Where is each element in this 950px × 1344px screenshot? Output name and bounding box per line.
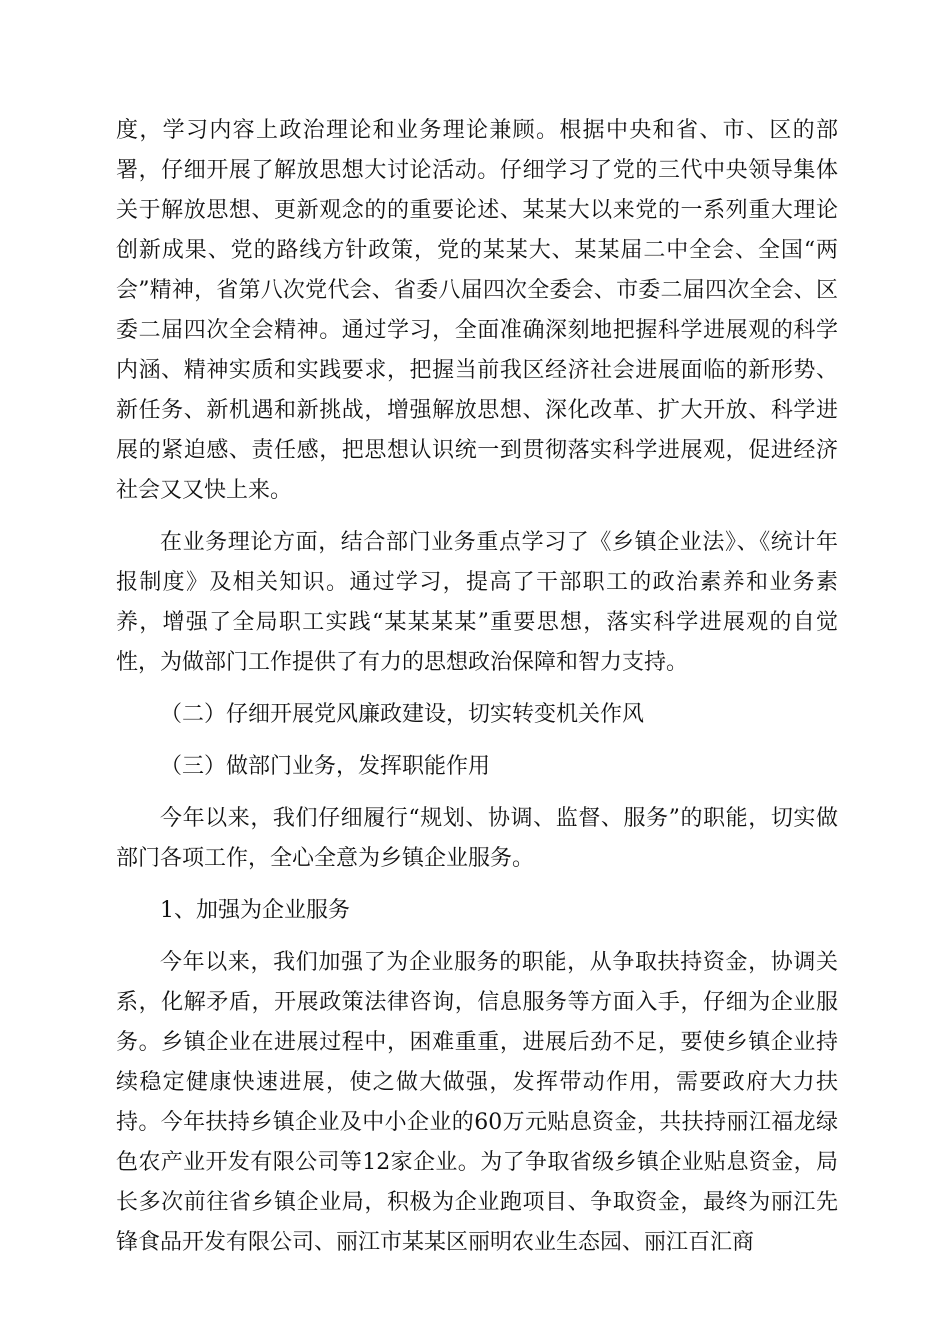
heading-enterprise-service: 1、加强为企业服务 (160, 898, 350, 923)
paragraph-study-content: 度，学习内容上政治理论和业务理论兼顾。根据中央和省、市、区的部署，仔细开展了解放思想大讨论活动。仔细学习了党的三代中央领导集体关于解放思想、更新观念的的重要论述、某某大以来党的一系列重大理论创新成果、党的路线方针政策，党的某某大、某某届二中全会、全国“两会”精神，省第八次党代会、省委八届四次全委会、市委二届四次全会、区委二届四次全会精神。通过学习，全面准确深刻地把握科学进展观的科学内涵、精神实质和实践要求，把握当前我区经济社会进展面临的新形势、新任务、新机遇和新挑战，增强解放思想、深化改革、扩大开放、科学进展的紧迫感、责任感，把思想认识统一到贯彻落实科学进展观，促进经济社会又又快上来。 (116, 118, 838, 503)
heading-department-business: （三）做部门业务，发挥职能作用 (160, 754, 491, 779)
paragraph-business-theory: 在业务理论方面，结合部门业务重点学习了《乡镇企业法》、《统计年报制度》及相关知识。通过学习，提高了干部职工的政治素养和业务素养，增强了全局职工实践“某某某某”重要思想，落实科学进展观的自觉性，为做部门工作提供了有力的思想政治保障和智力支持。 (116, 530, 838, 675)
paragraph-enterprise-service: 今年以来，我们加强了为企业服务的职能，从争取扶持资金，协调关系，化解矛盾，开展政策法律咨询，信息服务等方面入手，仔细为企业服务。乡镇企业在进展过程中，困难重重，进展后劲不足，要使乡镇企业持续稳定健康快速进展，使之做大做强，发挥带动作用，需要政府大力扶持。今年扶持乡镇企业及中小企业的60万元贴息资金，共扶持丽江福龙绿色农产业开发有限公司等12家企业。为了争取省级乡镇企业贴息资金，局长多次前往省乡镇企业局，积极为企业跑项目、争取资金，最终为丽江先锋食品开发有限公司、丽江市某某区丽明农业生态园、丽江百汇商 (116, 950, 838, 1255)
heading-party-conduct: （二）仔细开展党风廉政建设，切实转变机关作风 (160, 702, 645, 727)
document-body (116, 111, 838, 1275)
paragraph-duties: 今年以来，我们仔细履行“规划、协调、监督、服务”的职能，切实做部门各项工作，全心全意为乡镇企业服务。 (116, 806, 838, 871)
